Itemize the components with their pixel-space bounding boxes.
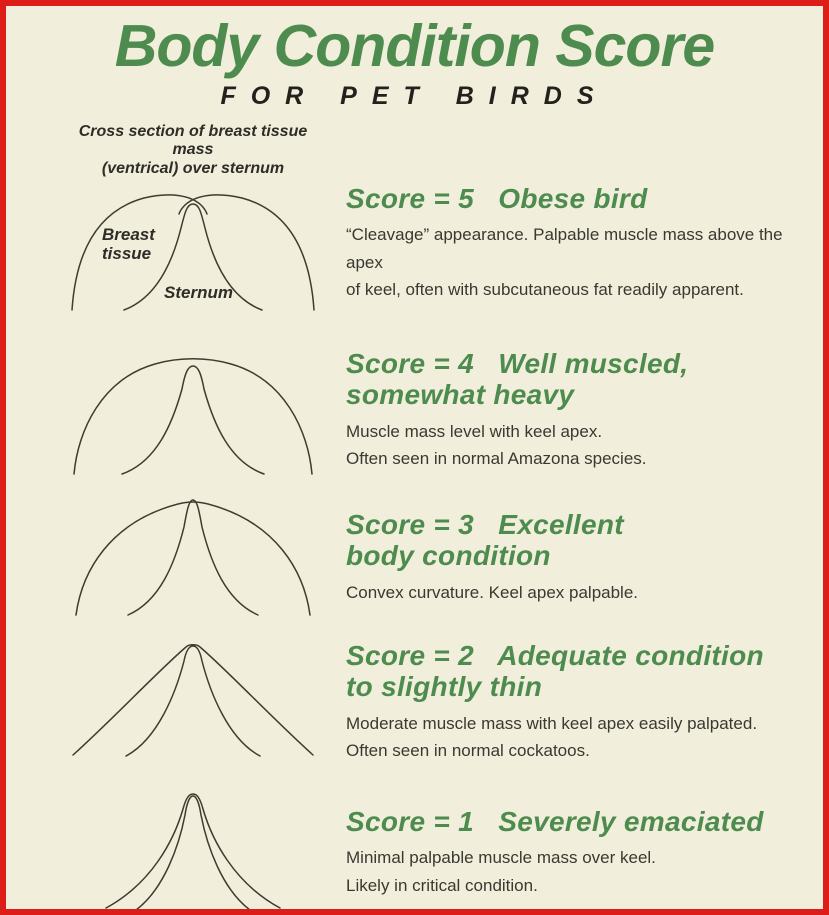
breast-tissue-label: Breast tissue — [102, 225, 155, 263]
page-subtitle: FOR PET BIRDS — [220, 81, 609, 110]
caption-line-1: Cross section of breast tissue mass — [78, 122, 308, 159]
score-4-cross-section-drawing — [58, 344, 328, 480]
section-score-5 — [6, 117, 823, 316]
cross-section-diagram-score-3 — [58, 485, 328, 621]
cross-section-diagram-score-1 — [58, 780, 328, 915]
sternum-label: Sternum — [164, 283, 233, 303]
score-5-description: “Cleavage” appearance. Palpable muscle mass above the apex of keel, often with subcutaneous fat readily apparent. — [346, 225, 788, 300]
page-title: Body Condition Score — [114, 13, 715, 79]
score-5-heading: Score = 5 Obese bird — [346, 182, 648, 214]
cross-section-diagram-score-2 — [58, 626, 328, 762]
section-score-4 — [6, 344, 823, 480]
score-2-description: Moderate muscle mass with keel apex easily palpated. Often seen in normal cockatoos. — [346, 713, 758, 761]
score-1-heading: Score = 1 Severely emaciated — [346, 805, 764, 837]
page-header — [6, 6, 823, 111]
cross-section-diagram-score-5 — [58, 180, 328, 316]
cross-section-diagram-score-4 — [58, 344, 328, 480]
score-2-cross-section-drawing — [58, 626, 328, 762]
section-score-2 — [6, 626, 823, 765]
section-score-3 — [6, 485, 823, 621]
score-4-description: Muscle mass level with keel apex. Often seen in normal Amazona species. — [346, 421, 647, 469]
score-4-heading: Score = 4 Well muscled, somewhat heavy — [346, 348, 689, 411]
caption-line-2: (ventrical) over sternum — [101, 159, 285, 177]
score-1-description: Minimal palpable muscle mass over keel. Likely in critical condition. — [346, 848, 656, 895]
score-3-cross-section-drawing — [58, 485, 328, 621]
score-1-cross-section-drawing — [58, 780, 328, 915]
score-3-description: Convex curvature. Keel apex palpable. — [346, 582, 639, 602]
cross-section-caption — [58, 123, 328, 178]
score-3-heading: Score = 3 Excellent body condition — [346, 509, 624, 572]
section-score-1 — [6, 780, 823, 915]
score-2-heading: Score = 2 Adequate condition to slightly thin — [346, 640, 764, 703]
